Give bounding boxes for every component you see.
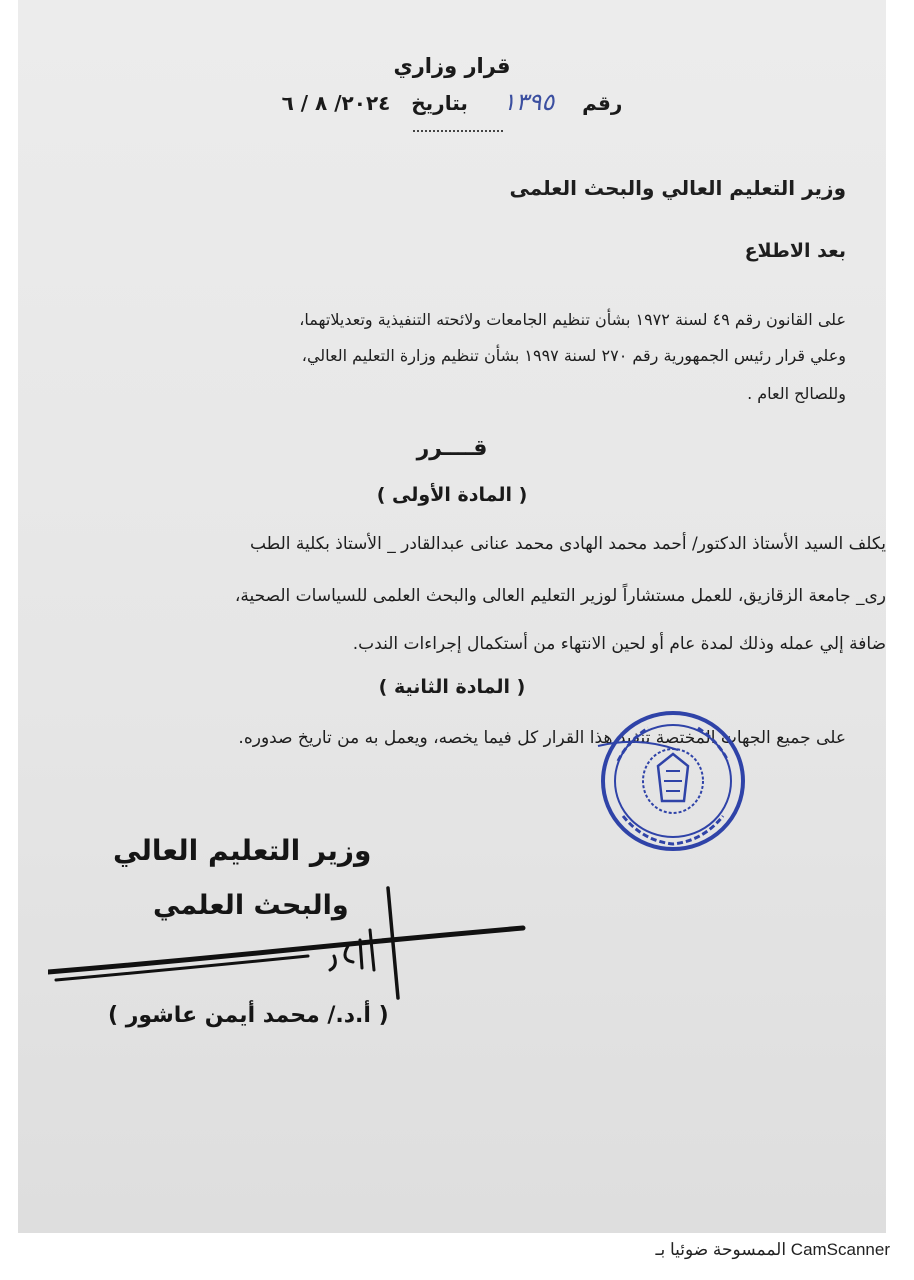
decree-title: قرار وزاري xyxy=(393,54,511,78)
date-label: بتاريخ xyxy=(411,91,468,115)
scanned-document xyxy=(18,0,886,1233)
article2-title: ( المادة الثانية ) xyxy=(378,676,526,698)
dotted-divider xyxy=(413,130,503,132)
signature-title-line2: والبحث العلمي xyxy=(153,890,349,921)
date-value: ٢٠٢٤/ ٨ / ٦ xyxy=(281,91,391,115)
article1-line: يكلف السيد الأستاذ الدكتور/ أحمد محمد الهادى محمد عنانى عبدالقادر _ الأستاذ بكلية الطب xyxy=(249,534,886,554)
preamble-line: على القانون رقم ٤٩ لسنة ١٩٧٢ بشأن تنظيم الجامعات ولائحته التنفيذية وتعديلاتهما، xyxy=(299,310,846,329)
number-label: رقم xyxy=(582,91,623,115)
handwritten-signature-icon xyxy=(48,870,548,1010)
decided-heading: قــــرر xyxy=(416,436,488,461)
ministry-seal-icon xyxy=(588,706,748,856)
article1-line: رى_ جامعة الزقازيق، للعمل مستشاراً لوزير التعليم العالى والبحث العلمى للسياسات الصحية، xyxy=(234,586,886,606)
decree-number-row xyxy=(18,88,886,116)
article2-text: على جميع الجهات المختصة تنفيذ هذا القرار كل فيما يخصه، ويعمل به من تاريخ صدوره. xyxy=(238,728,846,748)
signatory-name: ( أ.د./ محمد أيمن عاشور ) xyxy=(108,1003,389,1028)
preamble-line: وللصالح العام . xyxy=(747,384,846,403)
article1-line: ضافة إلي عمله وذلك لمدة عام أو لحين الانتهاء من أستكمال إجراءات الندب. xyxy=(352,634,886,654)
number-value: ١٣٩٥ xyxy=(502,88,555,116)
issuer-heading: وزير التعليم العالي والبحث العلمى xyxy=(509,176,846,200)
camscanner-footer: الممسوحة ضوئيا بـ CamScanner xyxy=(655,1240,890,1259)
article1-title: ( المادة الأولى ) xyxy=(376,484,528,506)
signature-title-line1: وزير التعليم العالي xyxy=(113,834,372,867)
after-review-heading: بعد الاطلاع xyxy=(744,240,846,262)
preamble-line: وعلي قرار رئيس الجمهورية رقم ٢٧٠ لسنة ١٩٩٧ بشأن تنظيم وزارة التعليم العالي، xyxy=(301,346,846,365)
